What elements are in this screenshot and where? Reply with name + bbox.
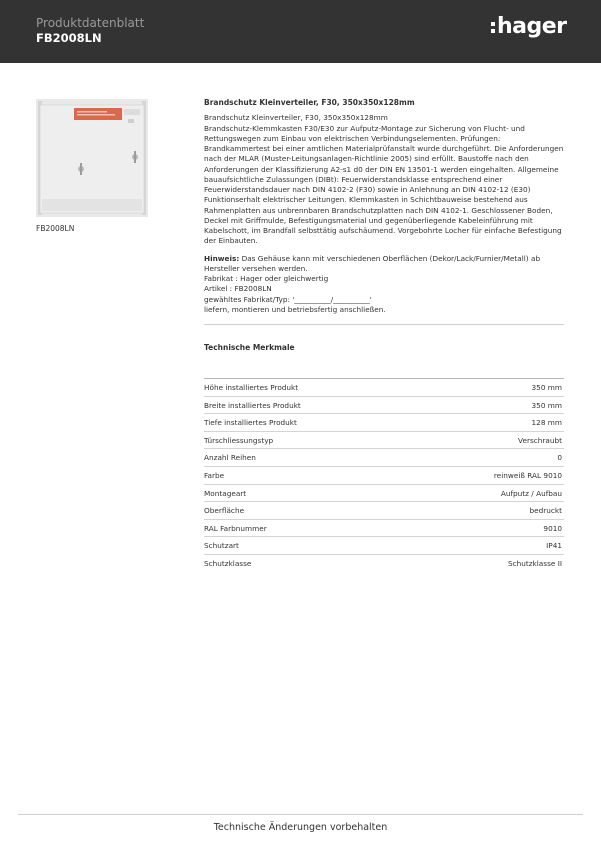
table-row [204,431,564,449]
logo-text: hager [497,14,567,39]
product-description [204,98,566,315]
spec-value: Verschraubt [518,435,562,445]
description-line: Feuerwiderstandsdauer nach DIN 4102-2 (F30) sowie in Anlehnung an DIN 4102-12 (E30) [204,185,531,194]
table-row [204,378,564,396]
note-text [204,254,566,316]
spec-value: IP41 [546,541,562,551]
table-row [204,396,564,414]
footer-text: Technische Änderungen vorbehalten [213,822,388,833]
table-row [204,448,564,466]
description-line: Rettungswegen zum Einbau von elektrischen Verbindungselementen. Prüfungen: [204,133,501,143]
description-line: Deckel mit Griffmulde, Befestigungsmaterial und gegenüberliegende Kabeleinführung mit [204,215,533,225]
spec-key: Schutzklasse [204,558,252,568]
spec-key: Türschliessungstyp [204,435,274,445]
spec-value: 9010 [543,523,562,533]
note-line: liefern, montieren und betriebsfertig anschließen. [204,304,386,314]
image-caption: FB2008LN [36,224,75,233]
spec-value: 128 mm [531,418,562,428]
note-label: Hinweis: [204,253,240,263]
spec-key: Farbe [204,470,225,480]
description-line: Brandschutz-Klemmkasten F30/E30 zur Aufputz-Montage zur Sicherung von Flucht- und [204,123,525,133]
spec-value: 350 mm [531,383,562,392]
hager-logo [491,14,567,39]
document-type: Produktdatenblatt [36,16,145,30]
product-image [36,99,148,217]
description-line: Brandschutz Kleinverteiler, F30, 350x350x128mm [204,113,388,123]
spec-key: RAL Farbnummer [204,523,267,533]
table-row [204,536,564,554]
table-row [204,554,564,572]
spec-key: Höhe installiertes Produkt [204,383,299,392]
page-header [0,0,601,63]
note-line [204,254,566,264]
spec-key: Anzahl Reihen [204,453,256,463]
spec-value: 0 [557,453,562,463]
spec-key: Tiefe installiertes Produkt [204,418,297,428]
description-line: Brandkammertest bei einer amtlichen Materialprüfanstalt wurde durchgeführt. Die Anforderungen [204,144,564,153]
table-row [204,519,564,537]
footer-divider [18,814,583,815]
specs-table [204,378,564,572]
spec-key: Oberfläche [204,506,245,516]
spec-key: Schutzart [204,541,239,551]
spec-value: reinweiß RAL 9010 [493,470,562,480]
spec-value: Aufputz / Aufbau [500,488,562,498]
note-line: gewähltes Fabrikat/Typ: '__________/__________' [204,294,372,304]
spec-key: Montageart [204,488,247,498]
note-line: Hersteller versehen werden. [204,263,308,273]
section-divider [204,324,564,325]
description-line: der Einbauten. [204,236,258,246]
specs-title: Technische Merkmale [204,343,295,352]
description-text [204,113,566,246]
spec-value: 350 mm [531,400,562,410]
spec-key: Breite installiertes Produkt [204,400,301,410]
description-line: nach der MLAR (Muster-Leitungsanlagen-Richtlinie 2005) sind erfüllt. Baustoffe nach den [204,154,529,164]
note-line: Fabrikat : Hager oder gleichwertig [204,274,329,283]
table-row [204,466,564,484]
description-line: bauaufsichtliche Zulassungen (DIBt): Feuerwiderstandsklasse entsprechend einer [204,174,503,184]
product-title: Brandschutz Kleinverteiler, F30, 350x350x128mm [204,98,415,107]
description-line: Rahmenplatten aus unbrennbaren Brandschutzplatten nach DIN 4102-1. Geschlossener Boden, [204,205,553,215]
description-line: Funktionserhalt elektrischer Leitungen. Klemmkasten in Schichtbauweise bestehend aus [204,195,528,205]
spec-value: Schutzklasse II [507,558,562,568]
description-line: Anforderungen der Klassifizierung A2-s1 d0 der DIN EN 13501-1 werden eingehalten. Allgemeine [204,164,559,174]
spec-value: bedruckt [529,506,562,516]
table-row [204,413,564,431]
logo-dots-icon [491,20,496,34]
table-row [204,501,564,519]
header-product-code: FB2008LN [36,31,102,45]
note-line: Artikel : FB2008LN [204,284,272,294]
note-first-line: Das Gehäuse kann mit verschiedenen Oberflächen (Dekor/Lack/Furnier/Metall) ab [239,253,541,263]
description-line: Kabelschott, im Brandfall selbsttätig aufschäumend. Vorgebohrte Locher für einfache Befestigung [204,226,562,235]
table-row [204,484,564,502]
